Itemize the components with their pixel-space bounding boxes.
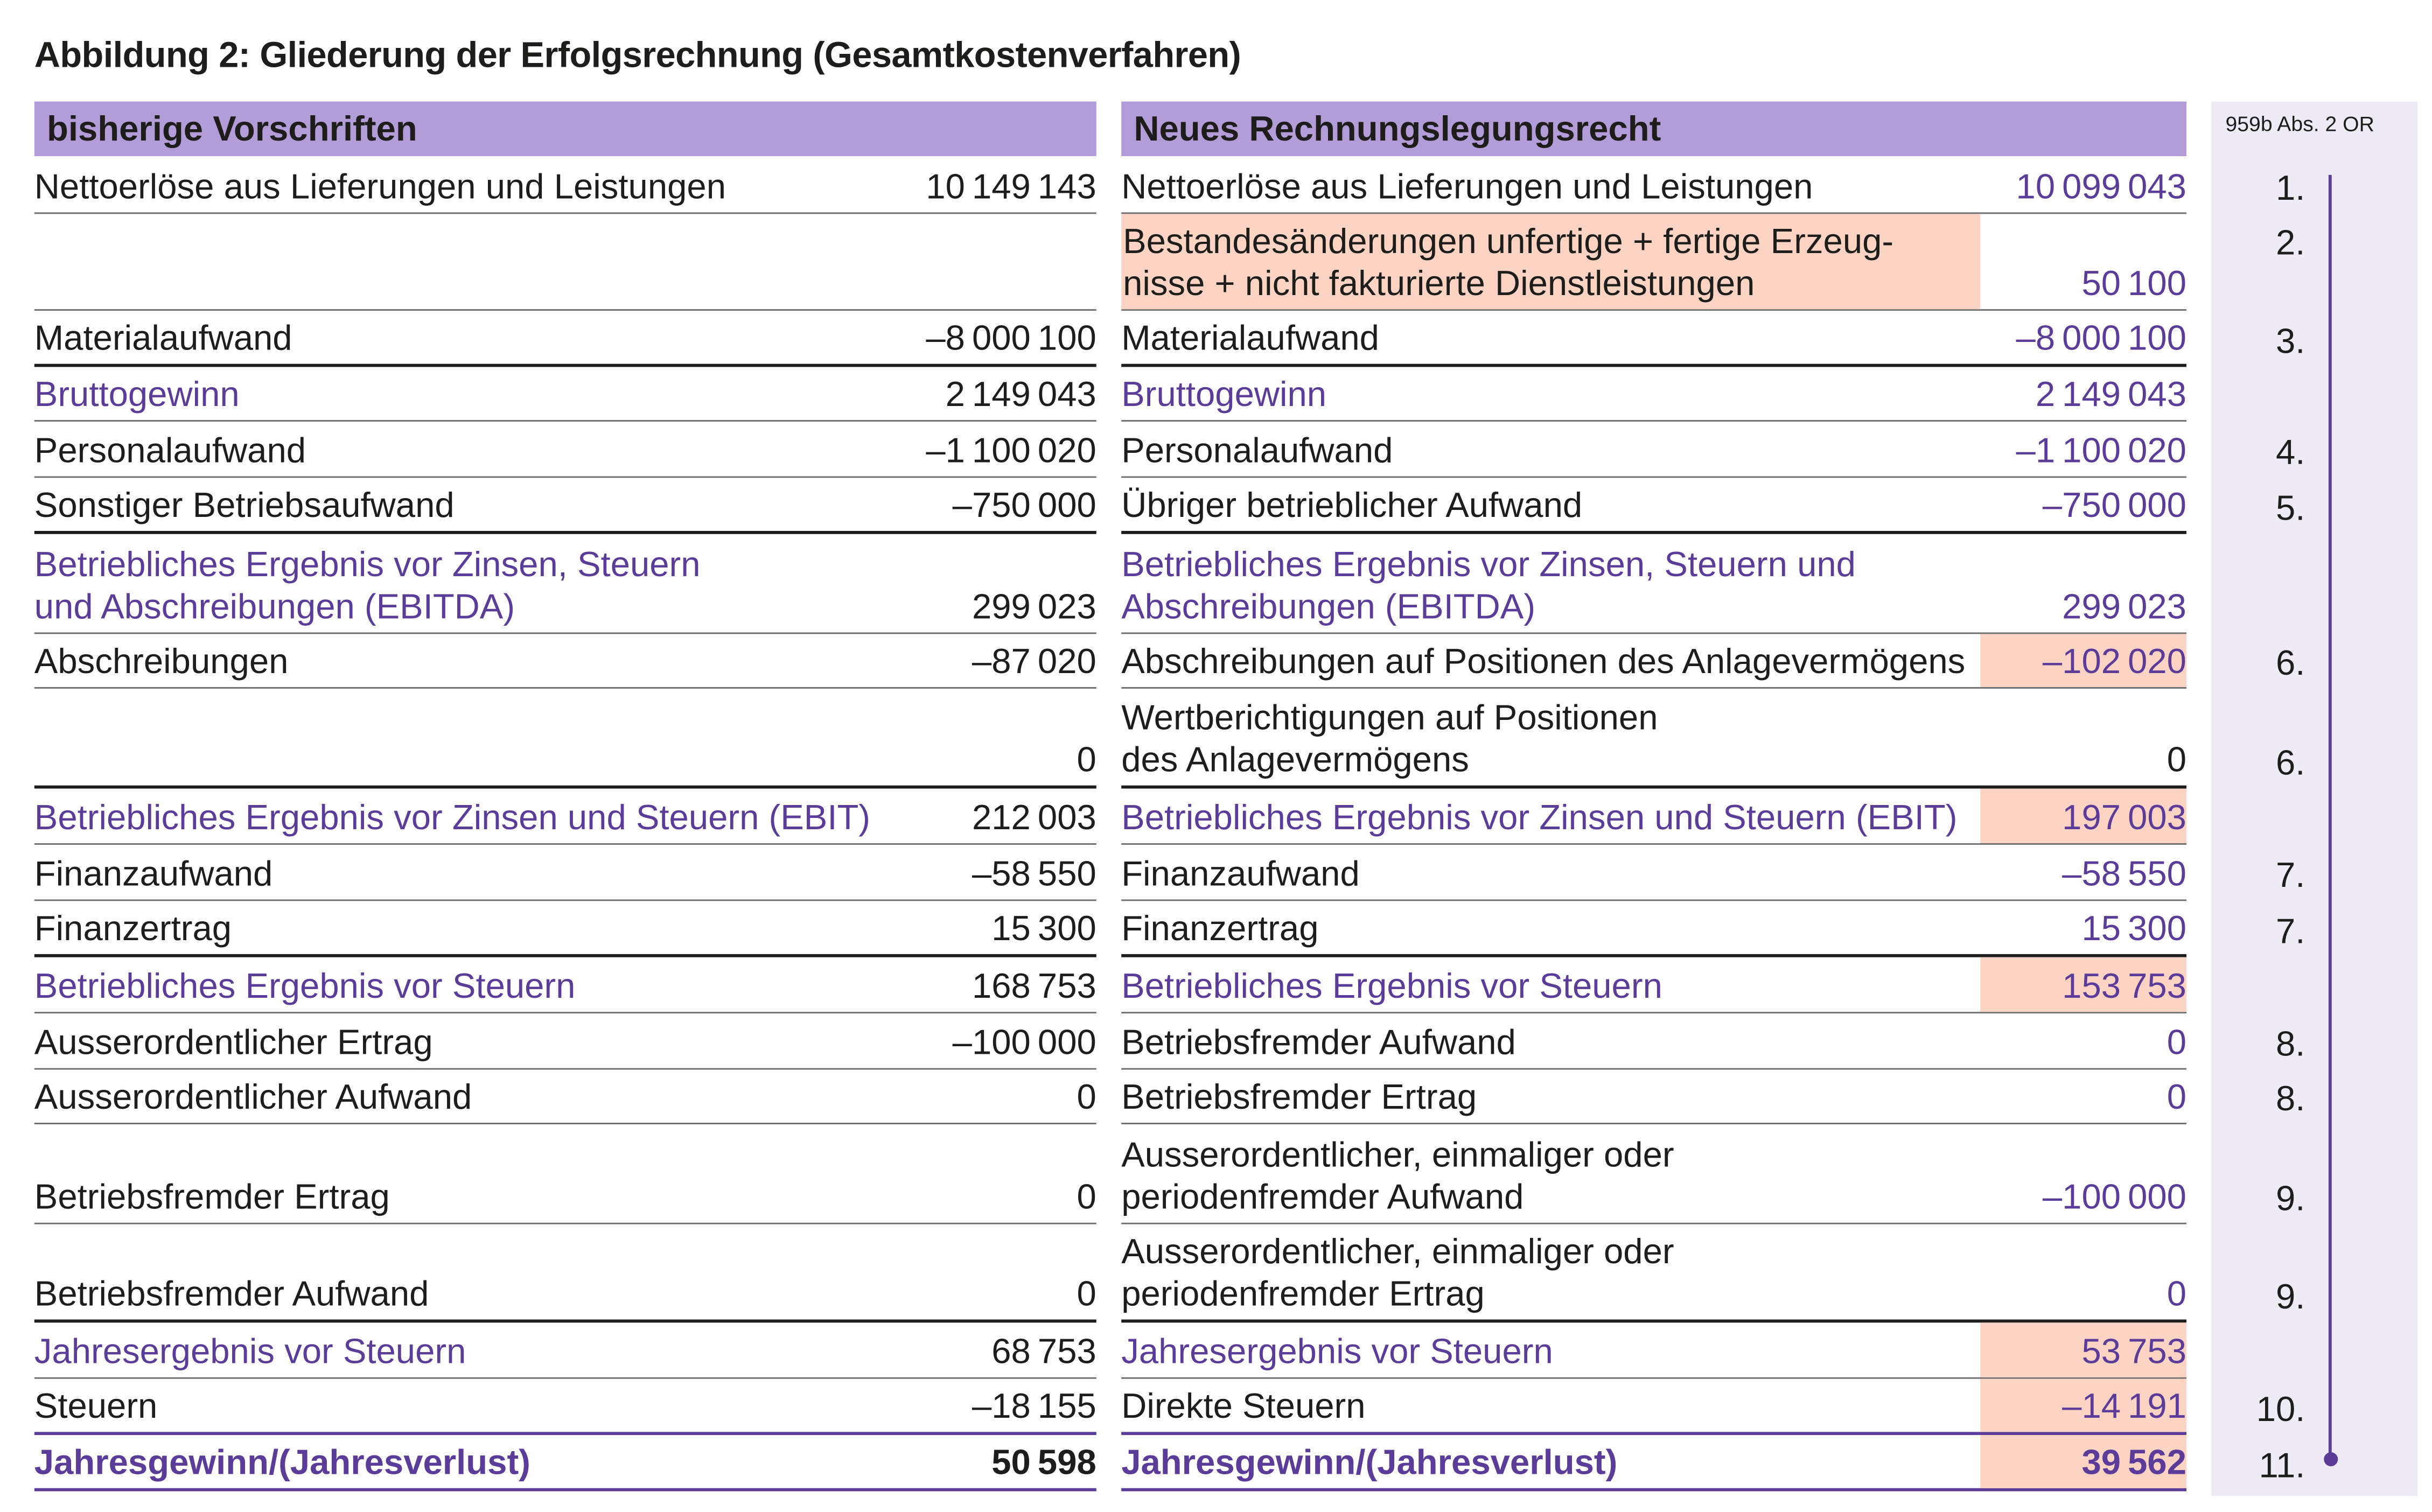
new-value-box-highlighted xyxy=(1980,1322,2186,1377)
old-label: Nettoerlöse aus Lieferungen und Leistungen xyxy=(34,167,726,206)
row-ebit xyxy=(0,789,2431,845)
new-subtotal-label: Betriebliches Ergebnis vor Zinsen und Steuern (EBIT) xyxy=(1121,797,1958,837)
old-value: 10 149 143 xyxy=(926,167,1096,206)
new-column-header-label: Neues Rechnungslegungsrecht xyxy=(1134,109,1661,149)
article-ref: 3. xyxy=(2275,321,2305,361)
new-cell xyxy=(1121,1013,2186,1069)
new-value-box xyxy=(1980,1224,2186,1320)
old-label: Betriebsfremder Ertrag xyxy=(34,1177,390,1217)
new-subtotal-label: Bruttogewinn xyxy=(1121,375,1327,414)
old-subtotal-label xyxy=(34,543,701,628)
new-label: Materialaufwand xyxy=(1121,318,1379,358)
old-cell xyxy=(34,478,1096,534)
row-jahresergebnis-vor-steuern xyxy=(0,1322,2431,1378)
old-cell xyxy=(34,311,1096,367)
new-value-box xyxy=(1980,1124,2186,1223)
old-value: 212 003 xyxy=(972,797,1096,837)
new-value-box xyxy=(1980,1013,2186,1068)
new-value: 299 023 xyxy=(2062,587,2187,626)
new-label-line: Bestandesänderungen unfertige + fertige Erzeug- xyxy=(1123,221,1894,261)
new-value: –58 550 xyxy=(2062,854,2187,893)
old-value: 0 xyxy=(1077,740,1096,780)
old-cell xyxy=(34,845,1096,901)
old-value: 299 023 xyxy=(972,587,1096,626)
new-cell xyxy=(1121,689,2186,789)
new-cell xyxy=(1121,845,2186,901)
old-subtotal-label: Betriebliches Ergebnis vor Zinsen und Steuern (EBIT) xyxy=(34,797,871,837)
old-cell xyxy=(34,159,1096,214)
new-value: 50 100 xyxy=(2081,264,2187,303)
new-cell xyxy=(1121,214,2186,311)
old-cell xyxy=(34,1224,1096,1323)
old-value: 168 753 xyxy=(972,967,1096,1006)
row-betriebsaufwand xyxy=(0,478,2431,534)
new-label-line: periodenfremder Ertrag xyxy=(1121,1274,1485,1313)
new-value: 2 149 043 xyxy=(2035,375,2187,414)
new-cell xyxy=(1121,634,2186,689)
old-cell xyxy=(34,634,1096,689)
old-cell xyxy=(34,367,1096,422)
row-betriebsfremder-aufwand xyxy=(0,1224,2431,1323)
new-value: 0 xyxy=(2167,1023,2187,1062)
article-ref: 10. xyxy=(2256,1390,2305,1429)
old-value: 2 149 043 xyxy=(945,375,1096,414)
new-value: –14 191 xyxy=(2062,1387,2187,1426)
new-value-box xyxy=(1980,159,2186,213)
old-value: 68 753 xyxy=(991,1332,1096,1371)
old-cell xyxy=(34,534,1096,634)
new-value-box-highlighted xyxy=(1980,789,2186,844)
new-label xyxy=(1121,1230,1674,1315)
article-ref: 8. xyxy=(2275,1024,2305,1063)
new-value-box xyxy=(1980,534,2186,633)
article-ref: 6. xyxy=(2275,743,2305,782)
old-cell xyxy=(34,1124,1096,1224)
row-ausserordentlicher-ertrag xyxy=(0,1013,2431,1069)
article-ref: 8. xyxy=(2275,1079,2305,1118)
row-ebitda xyxy=(0,534,2431,634)
new-label: Personalaufwand xyxy=(1121,431,1393,470)
new-cell xyxy=(1121,789,2186,845)
new-value-box xyxy=(1980,901,2186,954)
new-cell xyxy=(1121,1435,2186,1491)
new-value-box-highlighted xyxy=(1980,957,2186,1012)
old-label: Abschreibungen xyxy=(34,641,289,681)
new-value-box xyxy=(1980,367,2186,421)
new-total-label: Jahresgewinn/(Jahresverlust) xyxy=(1121,1443,1618,1482)
article-ref: 5. xyxy=(2275,488,2305,528)
old-cell xyxy=(34,1322,1096,1378)
new-value-box-highlighted xyxy=(1980,1379,2186,1432)
new-cell xyxy=(1121,478,2186,534)
new-value: –100 000 xyxy=(2042,1177,2187,1217)
new-value: 0 xyxy=(2167,740,2187,780)
old-subtotal-label: Bruttogewinn xyxy=(34,375,240,414)
new-subtotal-label: Betriebliches Ergebnis vor Steuern xyxy=(1121,967,1662,1006)
new-subtotal-label xyxy=(1121,543,1856,628)
old-subtotal-label: Betriebliches Ergebnis vor Steuern xyxy=(34,967,576,1006)
old-cell-empty xyxy=(34,214,1096,311)
new-label xyxy=(1121,696,1658,781)
old-value: 0 xyxy=(1077,1274,1096,1313)
new-label: Nettoerlöse aus Lieferungen und Leistungen xyxy=(1121,167,1813,206)
old-column-header xyxy=(34,102,1096,157)
new-value: –1 100 020 xyxy=(2016,431,2187,470)
new-label: Direkte Steuern xyxy=(1121,1387,1366,1426)
new-label: Übriger betrieblicher Aufwand xyxy=(1121,485,1583,525)
new-value: 10 099 043 xyxy=(2016,167,2187,206)
reference-header: 959b Abs. 2 OR xyxy=(2225,112,2374,136)
new-cell xyxy=(1121,1124,2186,1224)
article-ref: 4. xyxy=(2275,432,2305,472)
row-ausserordentlicher-aufwand xyxy=(0,1070,2431,1124)
new-cell xyxy=(1121,534,2186,634)
new-value: 53 753 xyxy=(2081,1332,2187,1371)
new-label-line: Abschreibungen (EBITDA) xyxy=(1121,587,1536,626)
new-label-line: Ausserordentlicher, einmaliger oder xyxy=(1121,1135,1674,1174)
new-value-box xyxy=(1980,214,2186,309)
new-value: 153 753 xyxy=(2062,967,2187,1006)
new-value-box-highlighted xyxy=(1980,634,2186,687)
row-wertberichtigungen xyxy=(0,689,2431,789)
old-value: 0 xyxy=(1077,1077,1096,1117)
old-label: Steuern xyxy=(34,1387,158,1426)
row-finanzertrag xyxy=(0,901,2431,957)
old-label: Finanzaufwand xyxy=(34,854,273,893)
new-cell xyxy=(1121,901,2186,957)
income-statement-table xyxy=(0,159,2431,1492)
article-ref: 7. xyxy=(2275,912,2305,951)
new-cell xyxy=(1121,367,2186,422)
new-value-box xyxy=(1980,311,2186,364)
article-ref: 9. xyxy=(2275,1179,2305,1218)
new-value-box xyxy=(1980,478,2186,531)
old-label: Betriebsfremder Aufwand xyxy=(34,1274,429,1313)
row-bestandesaenderungen xyxy=(0,214,2431,311)
row-ergebnis-vor-steuern xyxy=(0,957,2431,1013)
old-label: Sonstiger Betriebsaufwand xyxy=(34,485,455,525)
old-cell xyxy=(34,1435,1096,1491)
new-label-line: periodenfremder Aufwand xyxy=(1121,1177,1524,1217)
article-ref: 6. xyxy=(2275,643,2305,683)
new-cell xyxy=(1121,1224,2186,1323)
new-value: 0 xyxy=(2167,1274,2187,1313)
old-value: –750 000 xyxy=(952,485,1096,525)
old-subtotal-label: Jahresergebnis vor Steuern xyxy=(34,1332,466,1371)
old-value: 15 300 xyxy=(991,908,1096,948)
old-cell xyxy=(34,957,1096,1013)
new-label: Betriebsfremder Ertrag xyxy=(1121,1077,1477,1117)
row-personalaufwand xyxy=(0,422,2431,478)
new-label-line: des Anlagevermögens xyxy=(1121,740,1469,780)
new-label: Finanzertrag xyxy=(1121,908,1319,948)
article-ref: 11. xyxy=(2259,1446,2305,1485)
new-value-box xyxy=(1980,689,2186,786)
old-cell xyxy=(34,1070,1096,1124)
old-label: Finanzertrag xyxy=(34,908,232,948)
row-finanzaufwand xyxy=(0,845,2431,901)
row-bruttogewinn xyxy=(0,367,2431,422)
old-label-line: Betriebliches Ergebnis vor Zinsen, Steuern xyxy=(34,545,701,584)
new-value-box xyxy=(1980,1070,2186,1123)
new-label: Finanzaufwand xyxy=(1121,854,1360,893)
old-column-header-label: bisherige Vorschriften xyxy=(47,109,417,149)
new-label: Abschreibungen auf Positionen des Anlagevermögens xyxy=(1121,641,1966,681)
new-label-line: Betriebliches Ergebnis vor Zinsen, Steuern und xyxy=(1121,545,1856,584)
row-abschreibungen xyxy=(0,634,2431,689)
article-ref: 1. xyxy=(2275,169,2305,208)
new-cell xyxy=(1121,311,2186,367)
old-label: Ausserordentlicher Ertrag xyxy=(34,1023,433,1062)
new-value: –102 020 xyxy=(2042,641,2187,681)
new-subtotal-label: Jahresergebnis vor Steuern xyxy=(1121,1332,1553,1371)
new-label-line: nisse + nicht fakturierte Dienstleistungen xyxy=(1123,264,1755,303)
new-total-value: 39 562 xyxy=(2081,1443,2187,1482)
new-cell xyxy=(1121,1379,2186,1435)
new-value-box xyxy=(1980,422,2186,477)
new-value: –8 000 100 xyxy=(2016,318,2187,358)
new-value: 0 xyxy=(2167,1077,2187,1117)
article-ref: 7. xyxy=(2275,856,2305,895)
new-value-box-highlighted xyxy=(1980,1435,2186,1488)
new-label: Betriebsfremder Aufwand xyxy=(1121,1023,1516,1062)
new-label xyxy=(1121,1133,1674,1218)
old-value: –1 100 020 xyxy=(926,431,1096,470)
old-value: –100 000 xyxy=(952,1023,1096,1062)
old-value: –58 550 xyxy=(972,854,1096,893)
old-cell xyxy=(34,689,1096,789)
article-ref: 2. xyxy=(2275,223,2305,263)
old-label-line: und Abschreibungen (EBITDA) xyxy=(34,587,515,626)
old-cell xyxy=(34,789,1096,845)
row-steuern xyxy=(0,1379,2431,1435)
article-ref: 9. xyxy=(2275,1277,2305,1317)
new-label-line: Ausserordentlicher, einmaliger oder xyxy=(1121,1232,1674,1271)
old-cell xyxy=(34,1013,1096,1069)
row-materialaufwand xyxy=(0,311,2431,367)
old-label: Ausserordentlicher Aufwand xyxy=(34,1077,472,1117)
new-value: 197 003 xyxy=(2062,797,2187,837)
row-jahresgewinn xyxy=(0,1435,2431,1491)
new-cell xyxy=(1121,422,2186,478)
old-cell xyxy=(34,1379,1096,1435)
old-cell xyxy=(34,422,1096,478)
new-column-header xyxy=(1121,102,2186,157)
figure-title: Abbildung 2: Gliederung der Erfolgsrechnung (Gesamtkostenverfahren) xyxy=(34,34,1241,75)
new-value-box xyxy=(1980,845,2186,900)
new-label-line: Wertberichtigungen auf Positionen xyxy=(1121,698,1658,737)
old-label: Materialaufwand xyxy=(34,318,292,358)
new-cell xyxy=(1121,1070,2186,1124)
old-value: –8 000 100 xyxy=(926,318,1096,358)
new-cell xyxy=(1121,159,2186,214)
old-total-label: Jahresgewinn/(Jahresverlust) xyxy=(34,1443,530,1482)
new-value: 15 300 xyxy=(2081,908,2187,948)
new-label-highlighted xyxy=(1121,214,1980,309)
old-value: –87 020 xyxy=(972,641,1096,681)
old-value: 0 xyxy=(1077,1177,1096,1217)
new-value: –750 000 xyxy=(2042,485,2187,525)
row-betriebsfremder-ertrag xyxy=(0,1124,2431,1224)
old-total-value: 50 598 xyxy=(991,1443,1096,1482)
old-value: –18 155 xyxy=(972,1387,1096,1426)
new-cell xyxy=(1121,957,2186,1013)
new-cell xyxy=(1121,1322,2186,1378)
old-label: Personalaufwand xyxy=(34,431,306,470)
old-cell xyxy=(34,901,1096,957)
row-nettoerloese xyxy=(0,159,2431,214)
